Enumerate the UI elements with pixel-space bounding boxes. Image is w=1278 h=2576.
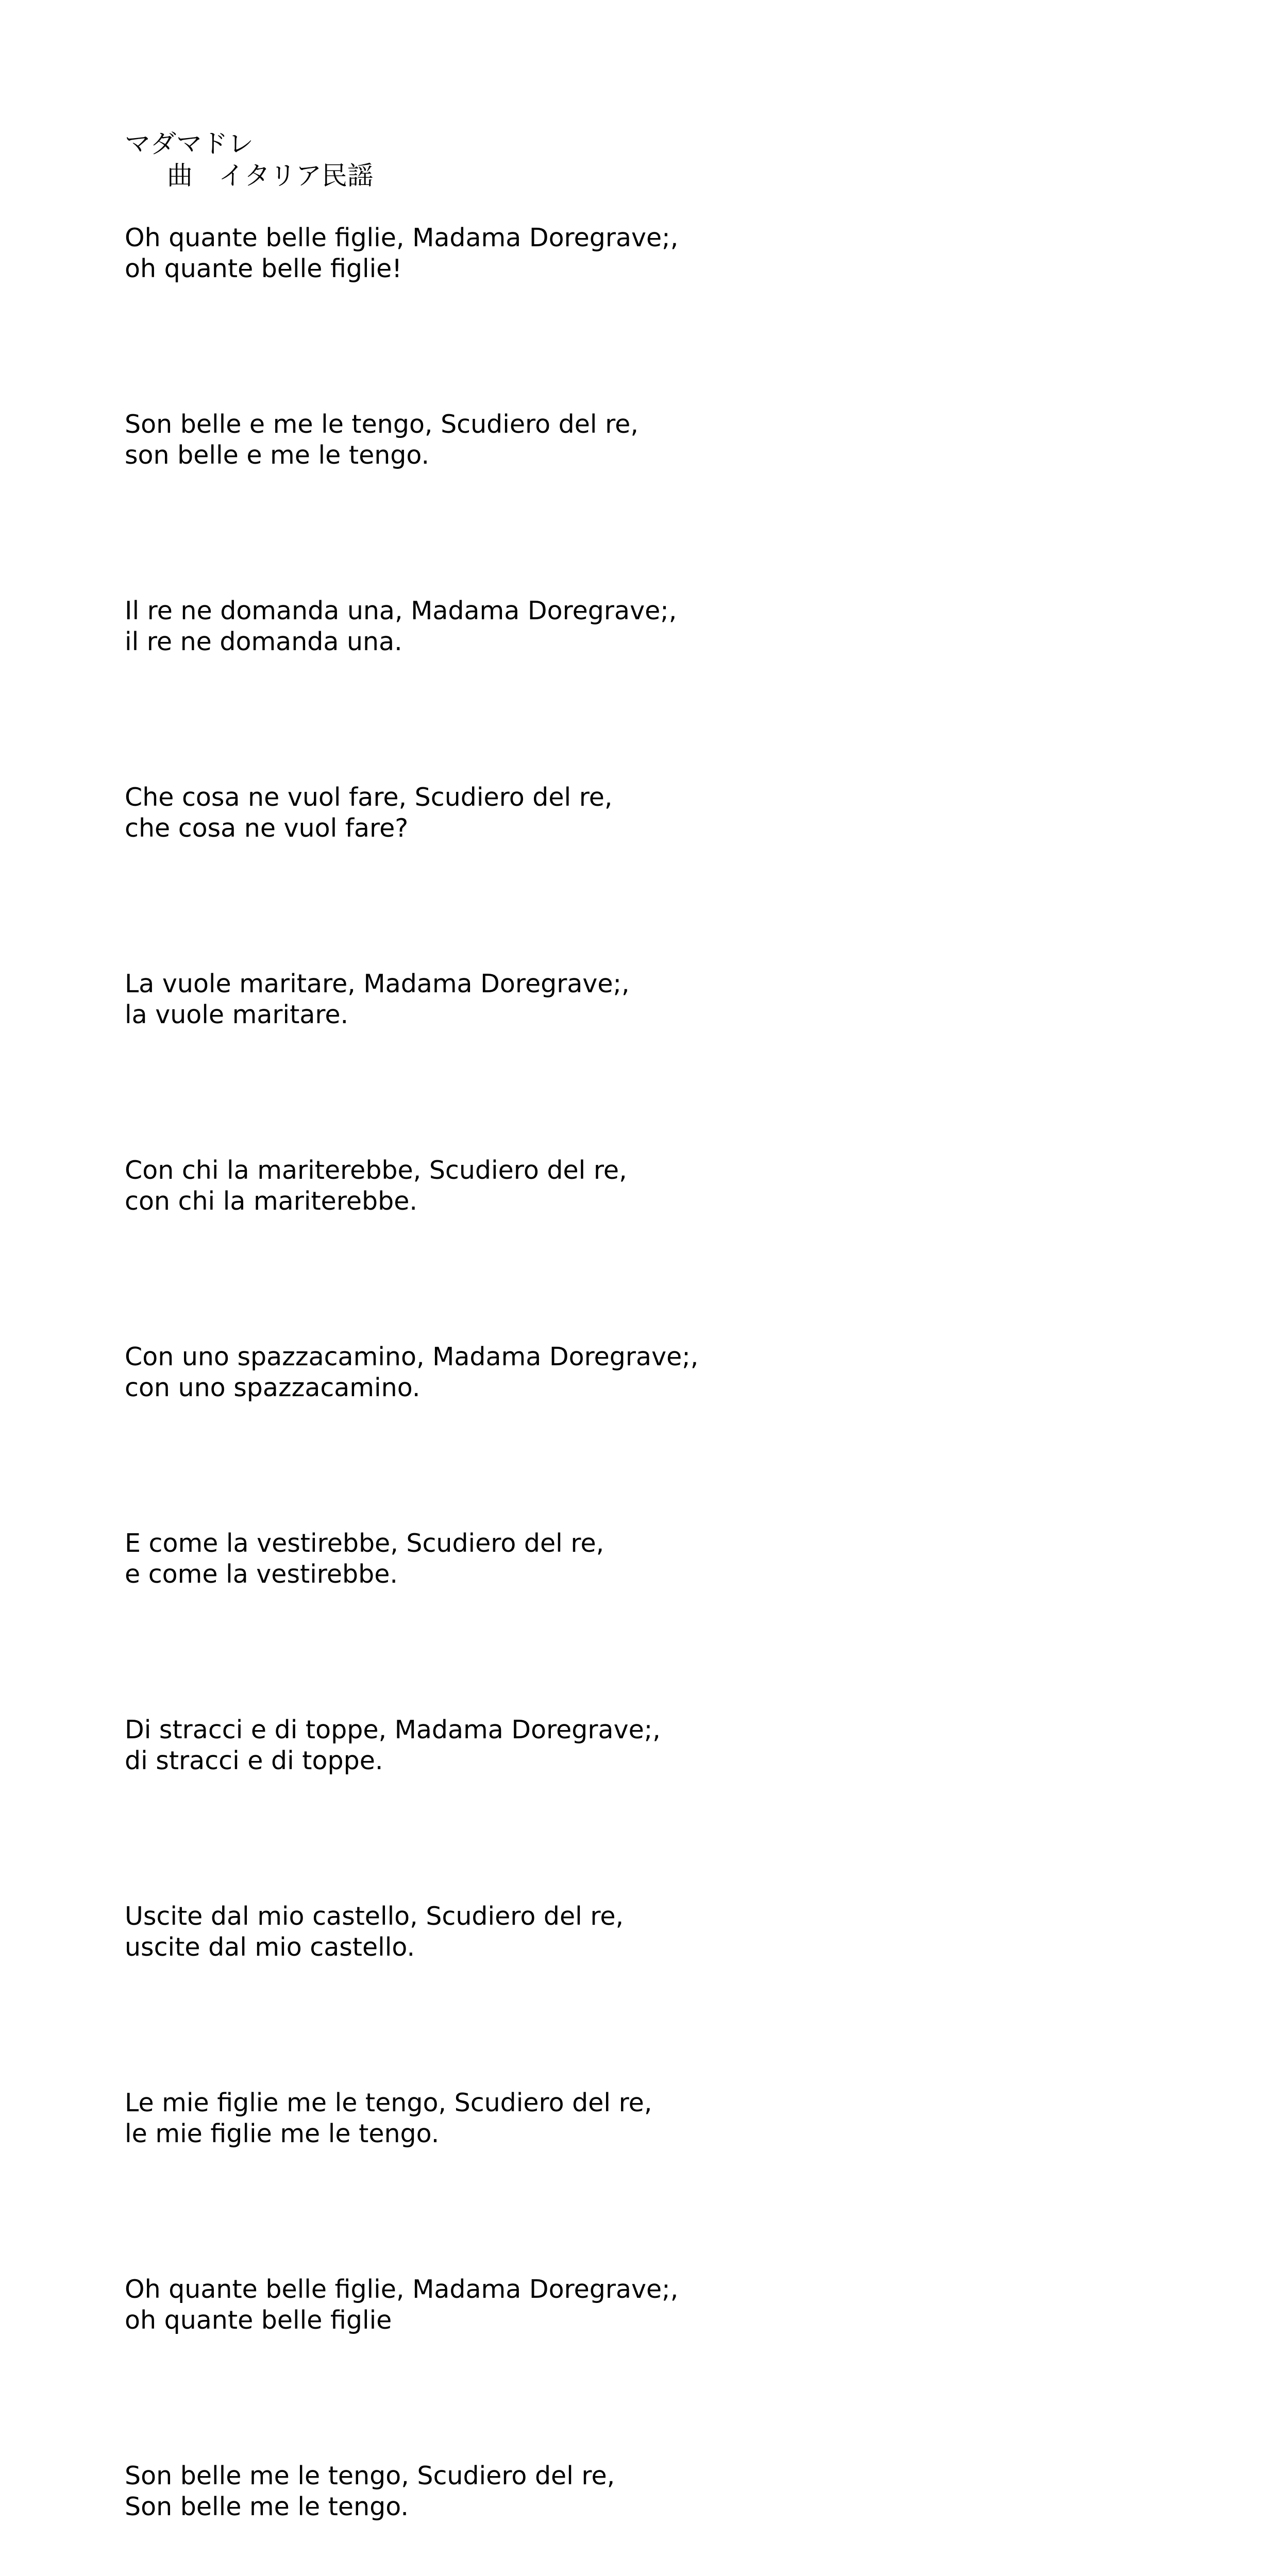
lyric-line: Son belle me le tengo, Scudiero del re, [125, 2461, 615, 2490]
stanza [125, 2274, 1155, 2461]
stanza [125, 596, 1155, 782]
lyric-line: Son belle me le tengo. [125, 2492, 409, 2521]
lyric-line: con chi la mariterebbe. [125, 1187, 417, 1216]
stanza [125, 223, 1155, 409]
stanza [125, 1901, 1155, 2088]
lyric-line: Di stracci e di toppe, Madama Doregrave;, [125, 1715, 661, 1744]
lyrics [125, 223, 1155, 2576]
lyric-line: di stracci e di toppe. [125, 1746, 383, 1775]
song-title: マダマドレ [125, 129, 254, 159]
stanza [125, 409, 1155, 596]
lyric-line: uscite dal mio castello. [125, 1933, 415, 1962]
lyric-line: Con uno spazzacamino, Madama Doregrave;, [125, 1342, 699, 1371]
lyric-line: che cosa ne vuol fare? [125, 814, 409, 843]
lyric-line: Che cosa ne vuol fare, Scudiero del re, [125, 783, 613, 812]
lyric-line: Le mie figlie me le tengo, Scudiero del re, [125, 2088, 652, 2117]
stanza [125, 782, 1155, 969]
stanza [125, 1528, 1155, 1715]
lyric-line: e come la vestirebbe. [125, 1560, 398, 1589]
lyric-line: La vuole maritare, Madama Doregrave;, [125, 969, 630, 998]
song-subtitle: 曲 イタリア民謡 [167, 161, 373, 191]
lyric-line: Oh quante belle figlie, Madama Doregrave;, [125, 223, 679, 252]
stanza [125, 2461, 1155, 2576]
lyric-line: il re ne domanda una. [125, 627, 402, 656]
lyric-line: son belle e me le tengo. [125, 440, 430, 470]
lyric-line: con uno spazzacamino. [125, 1373, 421, 1402]
lyric-line: la vuole maritare. [125, 1000, 349, 1029]
stanza [125, 1342, 1155, 1528]
lyric-line: Il re ne domanda una, Madama Doregrave;, [125, 596, 677, 625]
stanza [125, 1155, 1155, 1342]
lyric-line: Oh quante belle figlie, Madama Doregrave;, [125, 2275, 679, 2304]
lyric-line: oh quante belle figlie! [125, 254, 402, 283]
lyric-line: Uscite dal mio castello, Scudiero del re, [125, 1902, 624, 1931]
stanza [125, 1715, 1155, 1901]
lyric-line: oh quante belle figlie [125, 2306, 392, 2335]
lyric-line: le mie figlie me le tengo. [125, 2119, 440, 2148]
title-block [125, 128, 373, 192]
stanza [125, 969, 1155, 1155]
lyric-line: E come la vestirebbe, Scudiero del re, [125, 1529, 604, 1558]
lyric-line: Son belle e me le tengo, Scudiero del re, [125, 410, 638, 439]
stanza [125, 2088, 1155, 2274]
lyric-line: Con chi la mariterebbe, Scudiero del re, [125, 1156, 627, 1185]
